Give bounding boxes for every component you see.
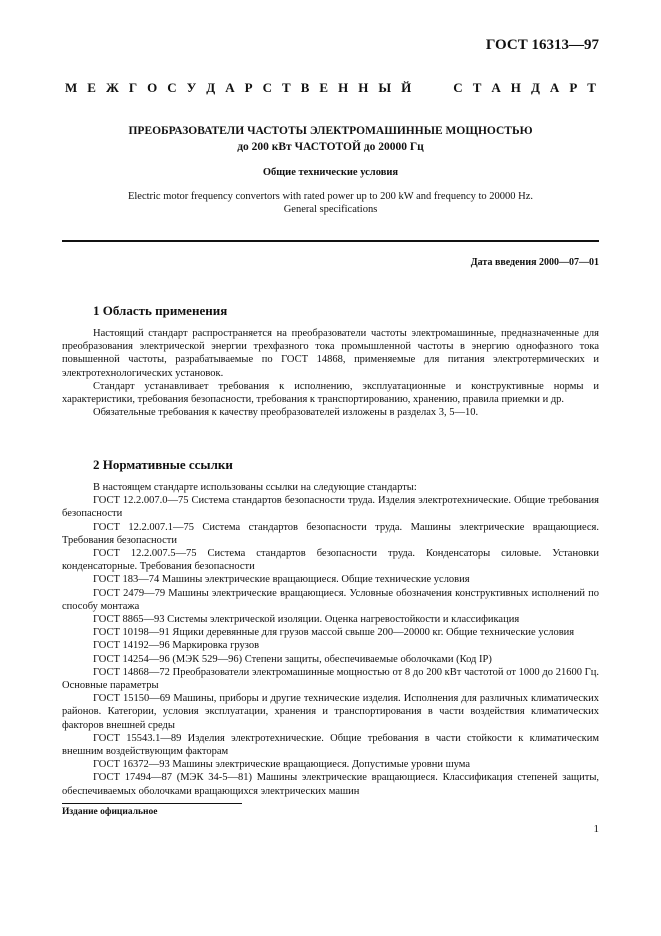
banner-letter: А (549, 80, 560, 95)
banner-letter: Е (87, 80, 96, 95)
reference-item: ГОСТ 183—74 Машины электрические вращающиеся. Общие технические условия (93, 574, 470, 586)
english-title-line: Electric motor frequency convertors with rated power up to 200 kW and frequency to 20000 Hz. (127, 191, 534, 202)
banner-letter: Е (319, 80, 329, 95)
document-code: ГОСТ 16313—97 (485, 37, 599, 53)
page-number: 1 (593, 823, 599, 835)
reference-item: ГОСТ 16372—93 Машины электрические вращающиеся. Допустимые уровни шума (93, 759, 471, 771)
banner-letter: Т (587, 80, 596, 95)
banner-spacer (421, 80, 443, 96)
section-heading: 2 Нормативные ссылки (93, 457, 233, 472)
reference-item: ГОСТ 14868—72 Преобразователи электромашинные мощностью от 8 до 200 кВт частотой от 1000 до 21600 Гц. Основные параметры (62, 666, 599, 692)
section-heading: 1 Область применения (93, 303, 228, 318)
banner-letter: Н (338, 80, 349, 95)
banner-letter: Д (530, 80, 540, 95)
banner-letter: С (453, 80, 463, 95)
banner-letter: Н (510, 80, 521, 95)
paragraph: В настоящем стандарте использованы ссылки на следующие стандарты: (93, 482, 417, 493)
reference-item: ГОСТ 10198—91 Ящики деревянные для грузов массой свыше 200—20000 кг. Общие технические условия (93, 627, 575, 639)
banner-letter: А (491, 80, 501, 95)
banner-letter: А (225, 80, 235, 95)
introduction-date: Дата введения 2000—07—01 (470, 257, 599, 268)
title-line: до 200 кВт ЧАСТОТОЙ до 20000 Гц (237, 141, 424, 153)
english-title (60, 190, 601, 216)
banner-letter: С (167, 80, 177, 95)
title-line: ПРЕОБРАЗОВАТЕЛИ ЧАСТОТЫ ЭЛЕКТРОМАШИННЫЕ МОЩНОСТЬЮ (128, 125, 533, 137)
reference-item: ГОСТ 2479—79 Машины электрические вращающиеся. Условные обозначения конструктивных исполнений по способу монтажа (62, 587, 599, 612)
banner-letter: Ж (105, 80, 119, 95)
banner-letter: Т (282, 80, 291, 95)
paragraph: Обязательные требования к качеству преобразователей изложены в разделах 3, 5—10. (93, 407, 479, 419)
footer-divider (62, 803, 242, 804)
banner-letter: М (65, 80, 78, 95)
section-body (62, 327, 599, 419)
reference-item: ГОСТ 12.2.007.1—75 Система стандартов безопасности труда. Машины электрические вращающиеся. Требования безопасности (62, 521, 599, 546)
reference-item: ГОСТ 14254—96 (МЭК 529—96) Степени защиты, обеспечиваемые оболочками (Код IP) (93, 653, 492, 665)
banner-letter: Р (244, 80, 253, 95)
reference-item: ГОСТ 17494—87 (МЭК 34-5—81) Машины электрические вращающиеся. Классификация степеней защиты, обеспечиваемых оболочками вращающихся электрических машин (62, 772, 599, 797)
reference-item: ГОСТ 15150—69 Машины, приборы и другие технические изделия. Исполнения для различных климатических районов. Категории, условия эксплуатации, хранения и транспортирования в части воздействия климатических факторов внешней среды (62, 693, 599, 731)
official-edition-label: Издание официальное (62, 807, 158, 817)
interstate-standard-banner (65, 80, 596, 96)
banner-letter: Ы (378, 80, 392, 95)
banner-letter: Р (569, 80, 578, 95)
reference-item: ГОСТ 15543.1—89 Изделия электротехнические. Общие требования в части стойкости к климатическим внешним воздействующим факторам (62, 732, 599, 758)
banner-letter: Н (358, 80, 369, 95)
reference-item: ГОСТ 8865—93 Системы электрической изоляции. Оценка нагревостойкости и классификация (93, 614, 520, 626)
banner-letter: В (300, 80, 310, 95)
banner-letter: Г (128, 80, 138, 95)
reference-item: ГОСТ 12.2.007.0—75 Система стандартов безопасности труда. Изделия электротехнические. Общие требования безопасности (62, 495, 599, 520)
banner-letter: Т (472, 80, 482, 95)
english-title-line: General specifications (283, 204, 378, 215)
paragraph: Стандарт устанавливает требования к исполнению, эксплуатационные и конструктивные нормы и характеристики, требования безопасности, требования к транспортированию, хранению, правила приемки и др. (62, 380, 599, 406)
banner-letter: Д (206, 80, 216, 95)
banner-letter: У (186, 80, 197, 95)
banner-letter: С (262, 80, 272, 95)
banner-letter: Й (401, 80, 412, 95)
title-divider (62, 240, 599, 242)
paragraph: Настоящий стандарт распространяется на преобразователи частоты электромашинные, предназначенные для преобразования электрической энергии трехфазного тока промышленной частоты в энергию однофазного тока повышенной частоты, разрабатываемые по ГОСТ 14868, применяемые для питания электротермических и электротехнологических установок. (62, 328, 599, 379)
banner-letter: О (147, 80, 158, 95)
section-body (62, 481, 599, 798)
reference-item: ГОСТ 12.2.007.5—75 Система стандартов безопасности труда. Конденсаторы силовые. Установки конденсаторные. Требования безопасности (62, 548, 599, 573)
reference-item: ГОСТ 14192—96 Маркировка грузов (93, 640, 260, 652)
standard-subtitle: Общие технические условия (262, 167, 399, 178)
standard-title (40, 123, 621, 155)
